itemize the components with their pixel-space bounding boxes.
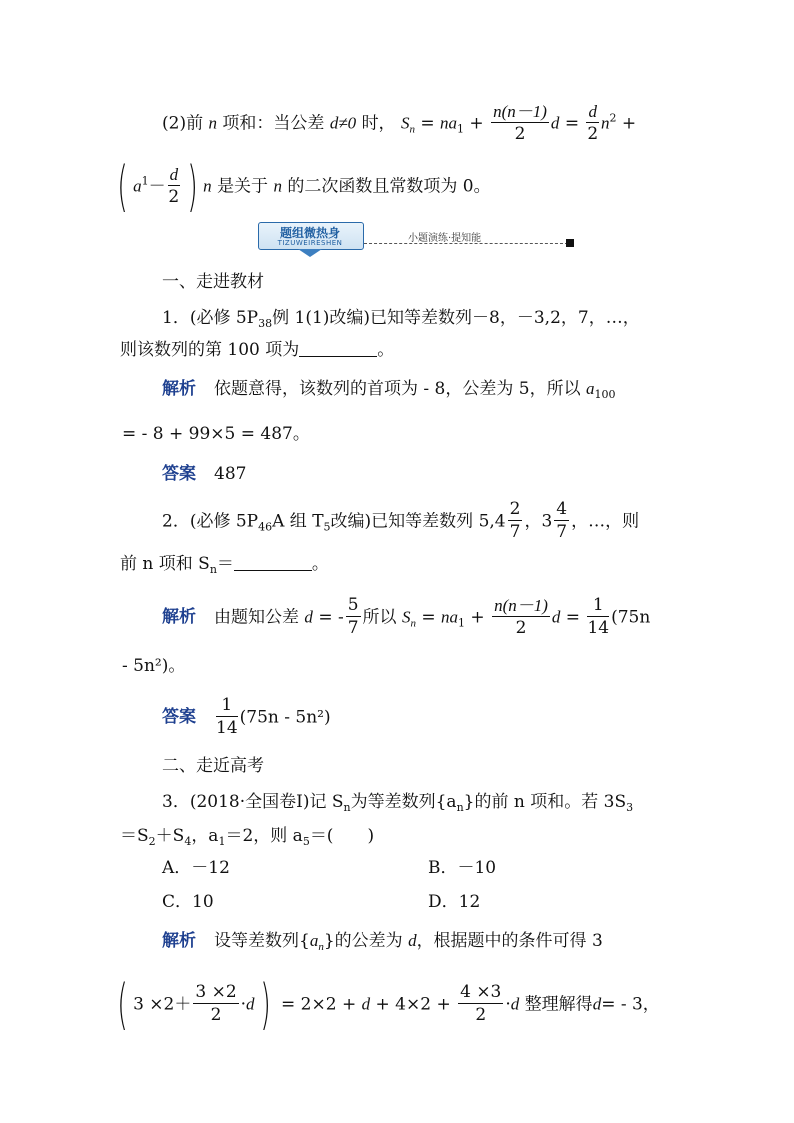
q2-answer [162,696,331,739]
intro-line-1: (2)前 n 项和：当公差 d≠0 时， $S_n = na_1$ + $\frac{n(n-1)}{2}$ d = $\frac{d}{2}$ $n^2$ + [162,102,637,144]
q1-line2-text: 则该数列的第 100 项为 [120,340,300,360]
q2-blank[interactable] [234,556,312,571]
q2-result-fraction: $\frac{1}{14}$ [587,595,610,638]
section-banner [258,222,576,260]
banner-title: 题组微热身 [279,226,340,240]
intro-text1: 项和：当公差 [222,113,325,134]
q2-sub2: 5 [323,520,331,534]
q2-end: 。 [311,554,329,574]
sum-fraction: $\frac{n(n-1)}{2}$ [493,102,547,144]
q2-line2-sub: n [209,563,217,576]
q2-sub: 46 [258,520,273,534]
q2-line2b: ＝ [216,554,234,574]
banner-pinyin: TIZUWEIRESHEN [277,239,343,247]
q3-analysis-text: 设等差数列 [214,931,299,951]
q1-sub: 38 [258,317,273,330]
intro-cond: d≠0 [329,113,357,133]
intro-tail2: 的二次函数且常数项为 0。 [287,176,491,197]
q3-line-1: 3．(2018·全国卷Ⅰ)记 $S_n$为等差数列$\{a_n\}$的前 n 项和。若 $3S_3$ [162,792,634,814]
analysis-label: 解析 [162,379,196,399]
q3-line2b: ＋S [155,826,185,846]
q2-analysis: 解析 由题知公差 d = - $\frac{5}{7}$ 所以 $S_n = na_1$ + $\frac{n(n-1)}{2}$ d = $\frac{1}{14}$ (75n [162,595,651,638]
q2-d: d [304,607,313,627]
q2-analysis-text: 由题知公差 [214,607,299,628]
q1-line-1 [162,310,640,329]
q2-d-fraction: $\frac{5}{7}$ [347,595,359,638]
section-2-heading: 二、走近高考 [162,756,264,776]
intro-n: n [208,113,217,133]
answer-label: 答案 [162,464,196,484]
q2-result: (75n [611,607,651,628]
q3-line2c: ，a [191,826,219,846]
q3-text3: }的前 n 项和。若 3S [463,792,627,812]
q3-analysis: 解析 设等差数列$\{a_n\}$的公差为 d，根据题中的条件可得 3 [162,931,603,953]
q1-answer [162,466,246,483]
q1-text2: 例 1(1)改编)已知等差数列－8，－3,2，7，…， [272,308,640,328]
banner-arrow-icon [298,249,322,257]
q2-answer-fraction: $\frac{1}{14}$ [216,695,238,738]
q3-line2d: ＝2，则 a [225,826,303,846]
q3-analysis2: 的公差为 [334,931,403,951]
q3-line2: ＝S [120,826,149,846]
q3-option-b[interactable]: B．－10 [428,858,497,878]
q2-frac-2: $\frac{4}{7}$ [556,499,568,542]
intro-tail: 是关于 [217,176,269,197]
q2-text2: A 组 T [272,511,324,532]
q3-text: 3．(2018·全国卷Ⅰ)记 S [162,792,344,812]
q2-frac-1: $\frac{2}{7}$ [509,499,521,542]
analysis-label: 解析 [162,607,196,628]
q1-line-2 [120,342,394,359]
q1-blank[interactable] [299,342,377,357]
q2-line-2 [120,556,329,575]
q3-line2e: ＝( ) [309,826,375,846]
q1-text: 1．(必修 5P [162,308,259,328]
banner-square-icon [566,239,574,247]
intro-line-2: ( $a^1-$ $\frac{d}{2}$ ) n 是关于 n 的二次函数且常数项为 0。 [117,155,491,218]
q3-option-d[interactable]: D．12 [428,892,481,912]
q2-answer-value: (75n - 5n²) [239,707,331,728]
q3-option-a[interactable]: A．－12 [162,858,230,878]
q3-text2: 为等差数列{a [350,792,457,812]
q3-final: 整理解得 [524,994,593,1015]
q1-analysis-text: 依题意得，该数列的首项为 - 8，公差为 5，所以 [214,379,581,399]
q1-a-sub: 100 [594,388,616,401]
intro-text2: 时， [361,113,396,134]
q2-so: 所以 [362,607,397,628]
section-1-heading: 一、走进教材 [162,272,264,292]
q1-answer-value: 487 [214,464,247,484]
answer-label: 答案 [162,707,196,728]
q2-eq: = - [318,607,344,628]
q1-analysis-2: = - 8 + 99×5 = 487。 [122,424,310,444]
q2-text4: ，3 [524,511,553,532]
intro-label: (2)前 [162,113,204,134]
q2-analysis-2: - 5n²)。 [122,656,186,676]
q3-line-2: $=S_2+S_4$，$a_1=2$，则 $a_5=$( ) [120,826,375,848]
q2-line-1 [162,500,639,543]
q3-final2: = - 3， [601,994,660,1015]
banner-right-text: 小题演练·提知能 [408,233,482,244]
q2-text: 2．(必修 5P [162,511,259,532]
analysis-label: 解析 [162,931,196,951]
q2-text3: 改编)已知等差数列 5,4 [330,511,506,532]
half-d-fraction: $\frac{d}{2}$ [587,102,599,144]
q2-text5: ，…，则 [571,511,640,532]
q3-analysis3: ，根据题中的条件可得 3 [416,931,603,951]
q1-analysis [162,380,616,400]
q2-line2-text: 前 n 项和 S [120,554,210,574]
q1-end: 。 [377,340,395,360]
q3-analysis-2: ( 3 ×2＋ $\frac{3 \times 2}{2}$ ·d) = 2×2 + d + 4×2 + $\frac{4 \times 3}{2}$ ·d 整理解得d= - 3， [117,973,660,1036]
q1-a: a [586,379,595,398]
q3-option-c[interactable]: C．10 [162,892,214,912]
